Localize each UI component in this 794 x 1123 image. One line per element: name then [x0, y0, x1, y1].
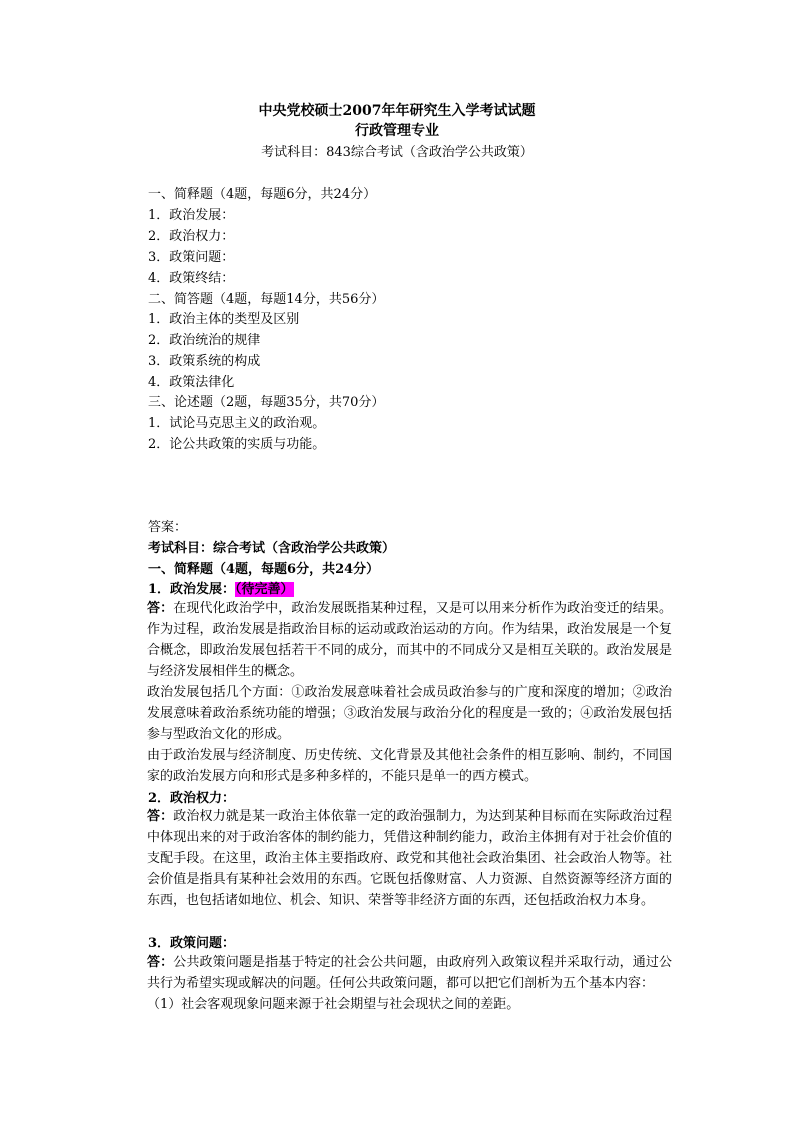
question-line: 2．政治统治的规律 — [148, 333, 261, 348]
answer-heading-political-power: 2．政治权力： — [148, 791, 236, 806]
answer-paragraph: 答：政治权力就是某一政治主体依靠一定的政治强制力，为达到某种目标而在实际政治过程中体现出来的对于政治客体的制约能力，凭借这种制约能力，政治主体拥有对于社会价值的支配手段。在这里，政治主体主要指政府、政党和其他社会政治集团、社会政治人物等。社会价值是指具有某种社会效用的东西。它既包括像财富、人力资源、自然资源等经济方面的东西，也包括诸如地位、机会、知识、荣誉等非经济方面的东西，还包括政治权力本身。 — [147, 809, 672, 908]
answer-heading-political-development — [148, 578, 294, 597]
answer-lead: 答： — [147, 601, 174, 616]
answer-body-political-development — [147, 598, 672, 787]
answer-body-political-power — [147, 806, 672, 911]
question-line: 1．政治主体的类型及区别 — [148, 312, 300, 327]
exam-title: 中央党校硕士2007年年研究生入学考试试题 — [258, 103, 536, 119]
answer-lead: 答： — [147, 809, 174, 824]
answer-paragraph: 答：公共政策问题是指基于特定的社会公共问题，由政府列入政策议程并采取行动，通过公共行为希望实现或解决的问题。任何公共政策问题，都可以把它们剖析为五个基本内容： — [147, 955, 672, 991]
answers-section-heading: 一、简释题（4题，每题6分，共24分） — [148, 562, 380, 577]
question-line: 二、简答题（4题，每题14分，共56分） — [148, 292, 385, 307]
answer-paragraph: （1）社会客观现象问题来源于社会期望与社会现状之间的差距。 — [147, 997, 520, 1012]
answer-body-policy-problem — [147, 952, 672, 1015]
question-line: 1．政治发展： — [148, 208, 235, 223]
question-line: 3．政策系统的构成 — [148, 354, 261, 369]
answer-paragraph: 由于政治发展与经济制度、历史传统、文化背景及其他社会条件的相互影响、制约，不同国家的政治发展方向和形式是多种多样的，不能只是单一的西方模式。 — [147, 748, 672, 784]
answer-heading-text: 1．政治发展： — [148, 582, 236, 597]
question-line: 3．政策问题： — [148, 250, 235, 265]
answers-label: 答案： — [148, 520, 188, 535]
answer-paragraph: 答：在现代化政治学中，政治发展既指某种过程，又是可以用来分析作为政治变迁的结果。作为过程，政治发展是指政治目标的运动或政治运动的方向。作为结果，政治发展是一个复合概念，即政治发展包括若干不同的成分，而其中的不同成分又是相互关联的。政治发展是与经济发展相伴生的概念。 — [147, 601, 672, 679]
highlight-tag: （待完善） — [235, 582, 294, 597]
question-line: 2．政治权力： — [148, 229, 235, 244]
answer-paragraph: 政治发展包括几个方面：①政治发展意味着社会成员政治参与的广度和深度的增加；②政治发展意味着政治系统功能的增强；③政治发展与政治分化的程度是一致的；④政治发展包括参与型政治文化的形成。 — [147, 685, 672, 742]
question-line: 一、简释题（4题，每题6分，共24分） — [148, 187, 377, 202]
answer-heading-policy-problem: 3．政策问题： — [148, 936, 236, 951]
question-line: 三、论述题（2题，每题35分，共70分） — [148, 395, 385, 410]
answers-subject: 考试科目：综合考试（含政治学公共政策） — [148, 541, 396, 556]
question-line: 4．政策法律化 — [148, 375, 235, 390]
exam-subject: 考试科目：843综合考试（含政治学公共政策） — [261, 145, 533, 160]
major-title: 行政管理专业 — [355, 123, 439, 139]
answer-lead: 答： — [147, 955, 174, 970]
question-line: 1．试论马克思主义的政治观。 — [148, 416, 326, 431]
question-line: 2．论公共政策的实质与功能。 — [148, 437, 326, 452]
question-line: 4．政策终结： — [148, 271, 235, 286]
